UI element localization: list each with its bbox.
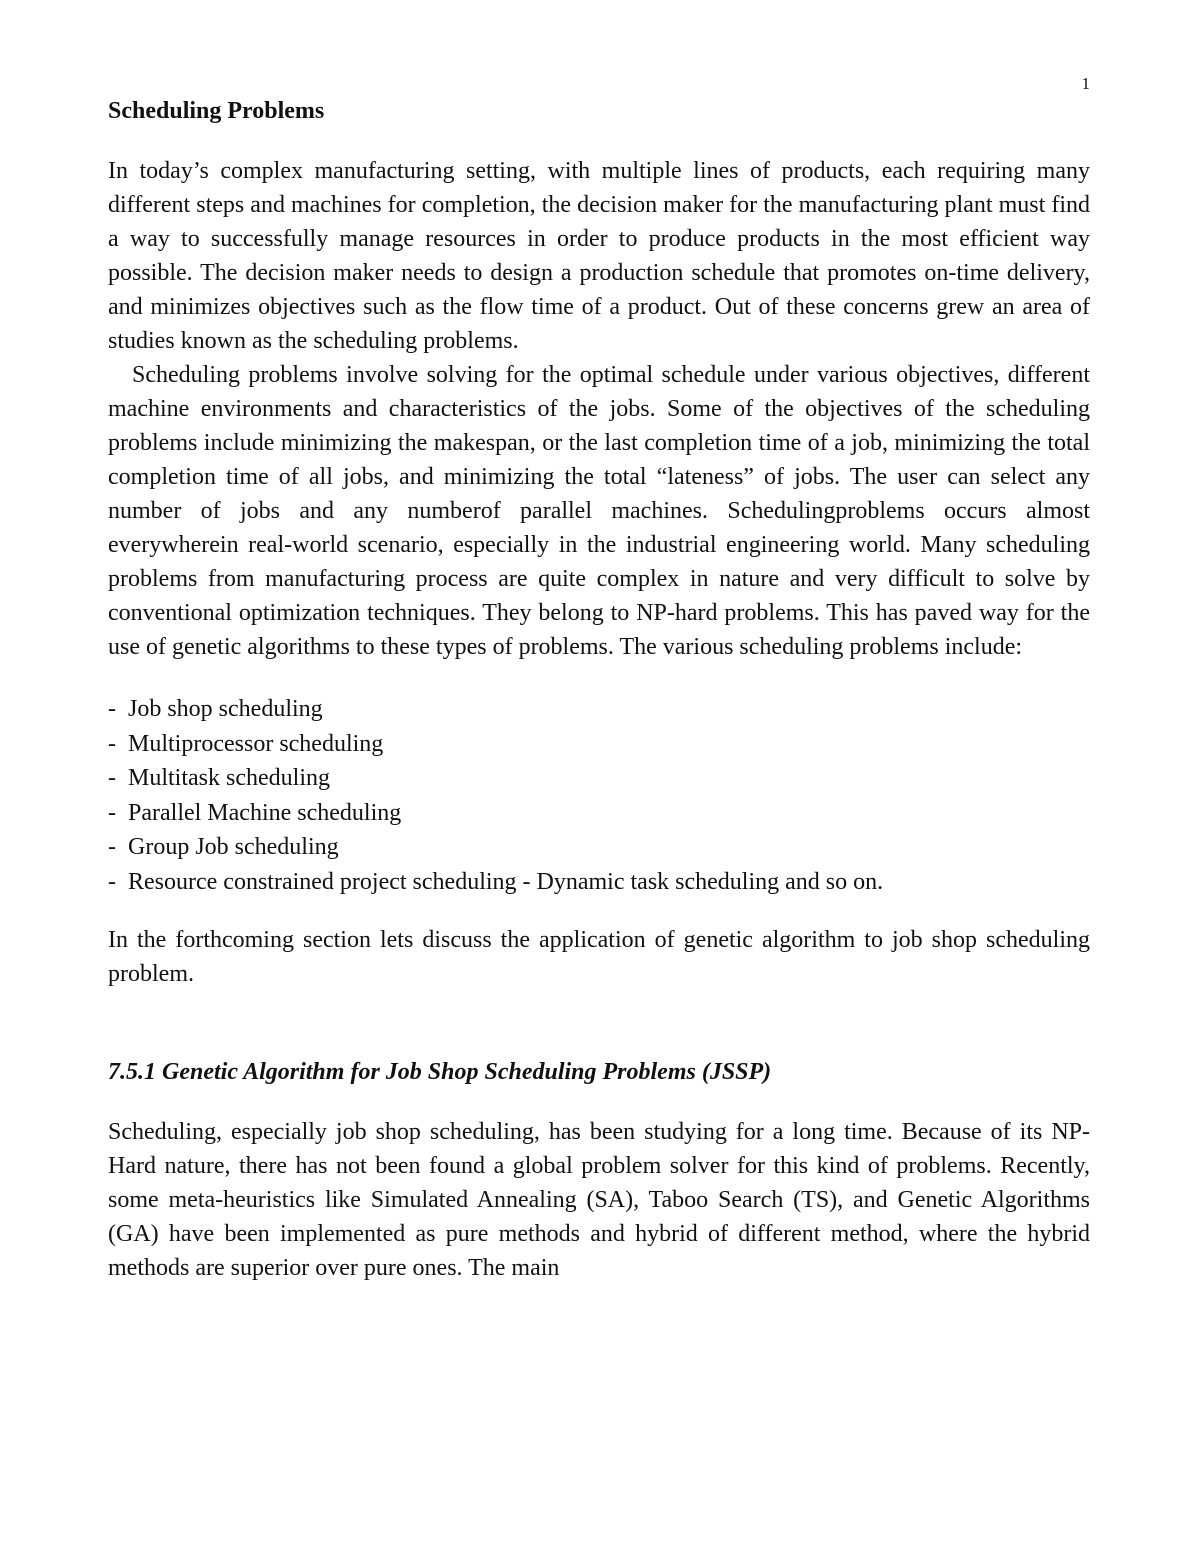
list-item-text: Parallel Machine scheduling	[128, 799, 402, 826]
list-item	[108, 692, 1090, 727]
list-marker: -	[108, 799, 116, 826]
list-item	[108, 727, 1090, 762]
list-marker: -	[108, 730, 116, 757]
list-item-text: Resource constrained project scheduling - Dynamic task scheduling and so on.	[128, 868, 884, 895]
document-body	[108, 96, 1090, 1285]
list-marker: -	[108, 765, 116, 791]
list-item-text: Job shop scheduling	[128, 696, 323, 722]
closing-paragraph: In the forthcoming section lets discuss the application of genetic algorithm to job shop scheduling problem.	[108, 927, 1090, 987]
page-heading: Scheduling Problems	[108, 98, 325, 124]
body-paragraph: Scheduling problems involve solving for the optimal schedule under various objectives, different machine environments and characteristics of the jobs. Some of the objectives of the scheduling problems include minimizing the makespan, or the last completion time of a job, minimizing the total completion time of all jobs, and minimizing the total “lateness” of jobs. The user can select any number of jobs and any numberof parallel machines. Schedulingproblems occurs almost everywherein real-world scenario, especially in the industrial engineering world. Many scheduling problems from manufacturing process are quite complex in nature and very difficult to solve by conventional optimization techniques. They belong to NP-hard problems. This has paved way for the use of genetic algorithms to these types of problems. The various scheduling problems include:	[108, 362, 1090, 660]
list-item-text: Multitask scheduling	[128, 765, 330, 791]
scheduling-types-list	[108, 692, 1090, 899]
list-marker: -	[108, 834, 116, 860]
list-marker: -	[108, 696, 116, 722]
list-item	[108, 865, 1090, 900]
list-item	[108, 761, 1090, 796]
list-item	[108, 830, 1090, 865]
list-item-text: Group Job scheduling	[128, 834, 339, 860]
list-item-text: Multiprocessor scheduling	[128, 730, 384, 757]
intro-paragraph: In today’s complex manufacturing setting, with multiple lines of products, each requiring many different steps and machines for completion, the decision maker for the manufacturing plant must find a way to successfully manage resources in order to produce products in the most efficient way possible. The decision maker needs to design a production schedule that promotes on-time delivery, and minimizes objectives such as the flow time of a product. Out of these concerns grew an area of studies known as the scheduling problems.	[108, 158, 1090, 354]
section-paragraph: Scheduling, especially job shop scheduling, has been studying for a long time. Because of its NP-Hard nature, there has not been found a global problem solver for this kind of problems. Recently, some meta-heuristics like Simulated Annealing (SA), Taboo Search (TS), and Genetic Algorithms (GA) have been implemented as pure methods and hybrid of different method, where the hybrid methods are superior over pure ones. The main	[108, 1119, 1090, 1281]
list-item	[108, 796, 1090, 831]
page-number: 1	[1081, 74, 1090, 93]
section-heading: 7.5.1 Genetic Algorithm for Job Shop Scheduling Problems (JSSP)	[108, 1059, 772, 1085]
list-marker: -	[108, 868, 116, 895]
